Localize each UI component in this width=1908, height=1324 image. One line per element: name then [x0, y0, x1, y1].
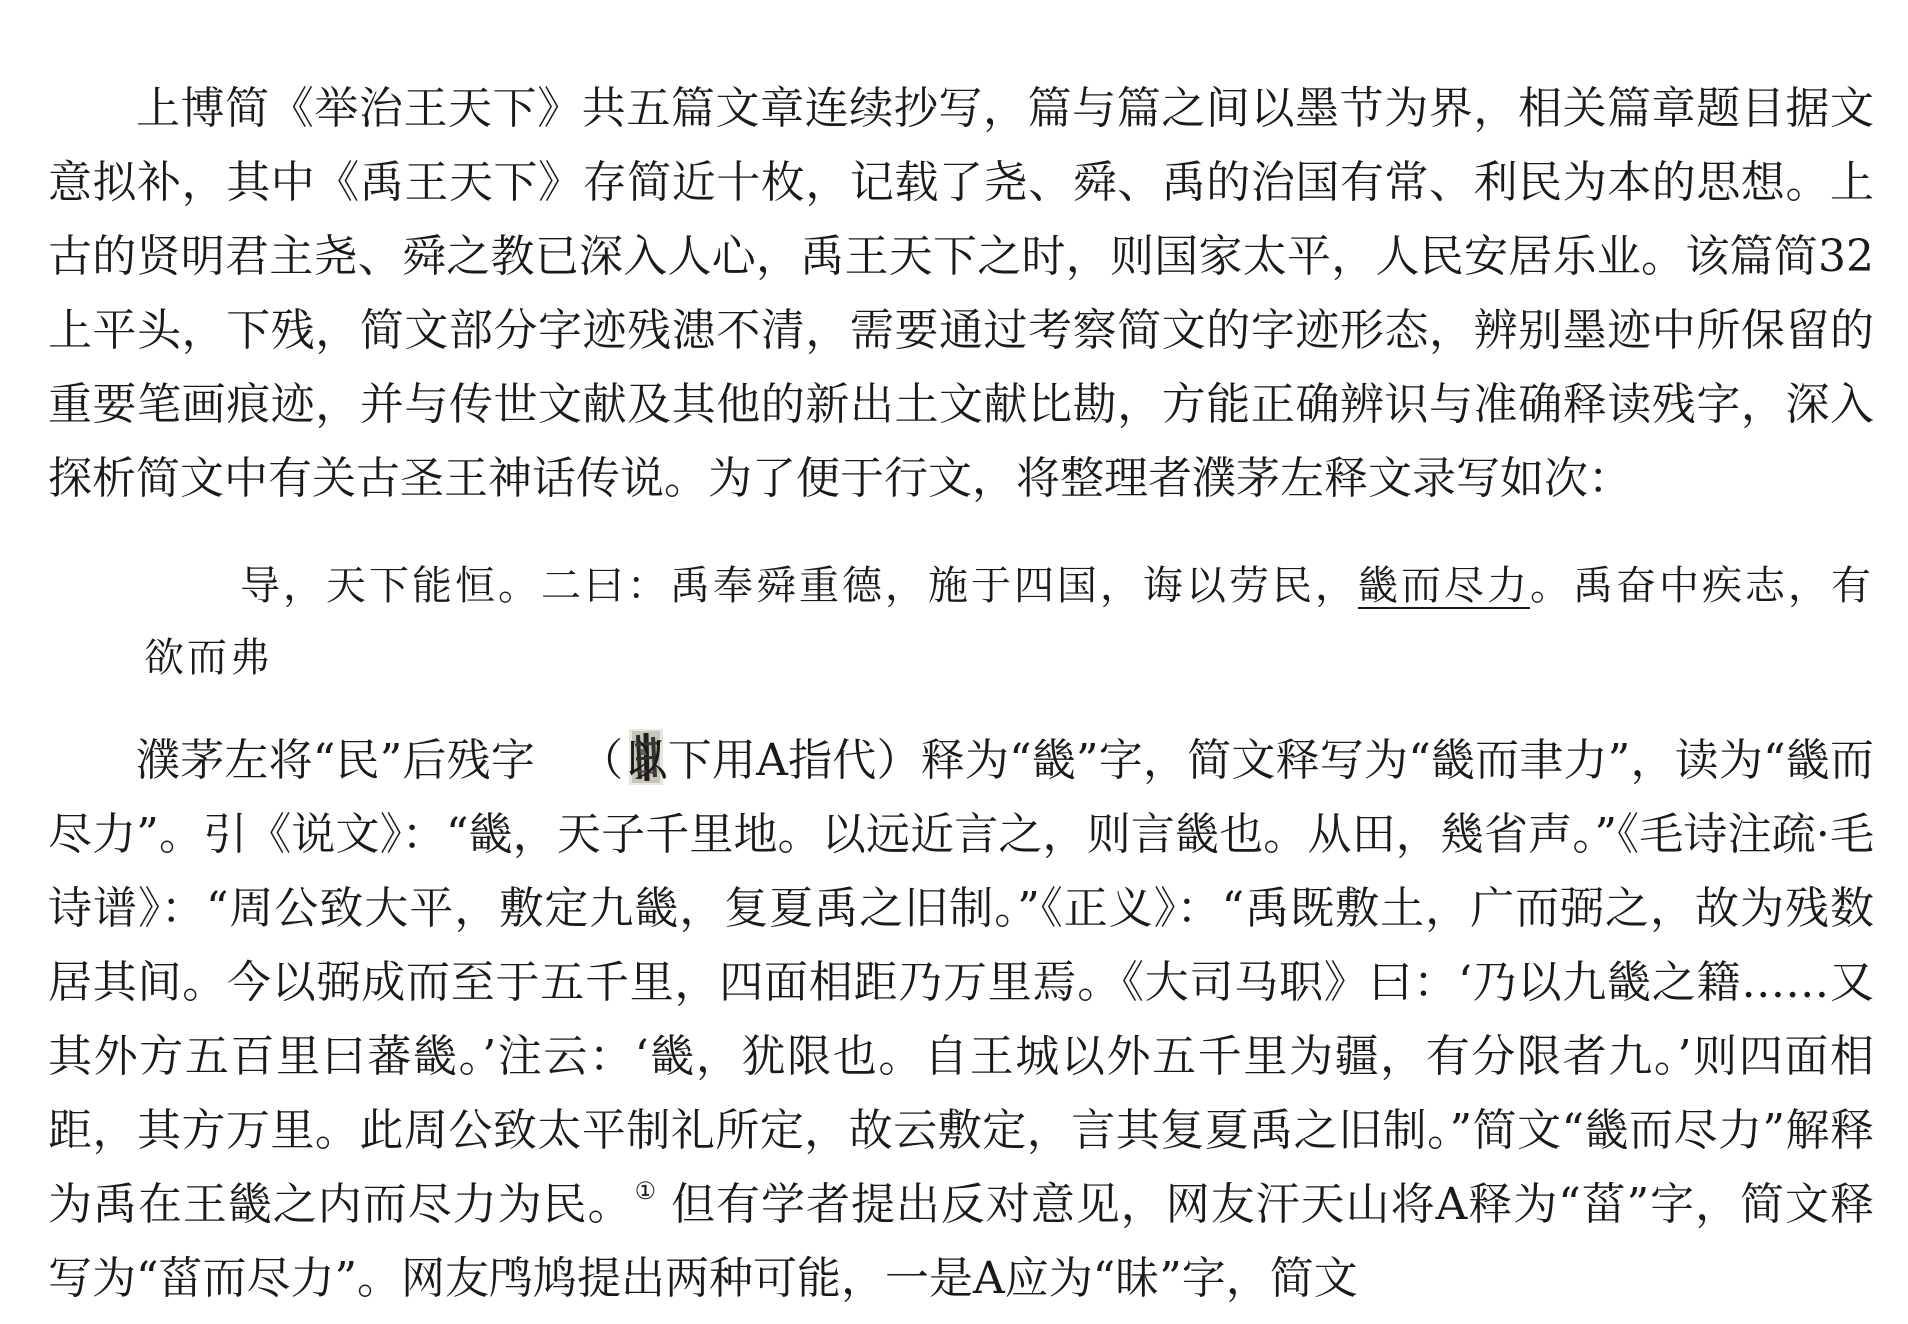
quote-underlined-phrase: 畿而尽力: [1358, 563, 1530, 609]
footnote-marker[interactable]: ①: [634, 1177, 658, 1205]
bamboo-slip-glyph-icon: [541, 729, 575, 785]
quote-text-after: 。禹奋中疾志，有欲而弗: [144, 563, 1874, 681]
block-quote: [144, 550, 1874, 694]
paragraph-discussion: [48, 724, 1874, 1316]
quote-text-before: 导，天下能恒。二曰：禹奉舜重德，施于四国，诲以劳民，: [240, 563, 1358, 609]
discussion-text-after-glyph: （以下用A指代）释为“畿”字，简文释写为“畿而聿力”，读为“畿而尽力”。引《说文》：“畿，天子千里地。以远近言之，则言畿也。从田，幾省声。”《毛诗注疏·毛诗谱》：“周公致大平，敷定九畿，复夏禹之旧制。”《正义》：“禹既敷土，广而弼之，故为残数居其间。今以弼成而至于五千里，四面相距乃万里焉。《大司马职》曰：‘乃以九畿之籍……又其外方五百里曰蕃畿。’注云：‘畿，犹限也。自王城以外五千里为疆，有分限者九。’则四面相距，其方万里。此周公致太平制礼所定，故云敷定，言其复夏禹之旧制。”简文“畿而尽力”解释为禹在王畿之内而尽力为民。: [48, 735, 1874, 1230]
discussion-text-before-glyph: 濮茅左将“民”后残字: [136, 735, 536, 786]
paragraph-intro: 上博简《举治王天下》共五篇文章连续抄写，篇与篇之间以墨节为界，相关篇章题目据文意拟补，其中《禹王天下》存简近十枚，记载了尧、舜、禹的治国有常、利民为本的思想。上古的贤明君主尧、舜之教已深入人心，禹王天下之时，则国家太平，人民安居乐业。该篇简32上平头，下残，简文部分字迹残漶不清，需要通过考察简文的字迹形态，辨别墨迹中所保留的重要笔画痕迹，并与传世文献及其他的新出土文献比勘，方能正确辨识与准确释读残字，深入探析简文中有关古圣王神话传说。为了便于行文，将整理者濮茅左释文录写如次：: [48, 83, 1874, 504]
discussion-text-after-footnote: 但有学者提出反对意见，网友汗天山将A释为“菑”字，简文释写为“菑而尽力”。网友鸤鸠提出两种可能，一是A应为“昧”字，简文: [48, 1179, 1874, 1304]
document-page: [48, 72, 1874, 1316]
